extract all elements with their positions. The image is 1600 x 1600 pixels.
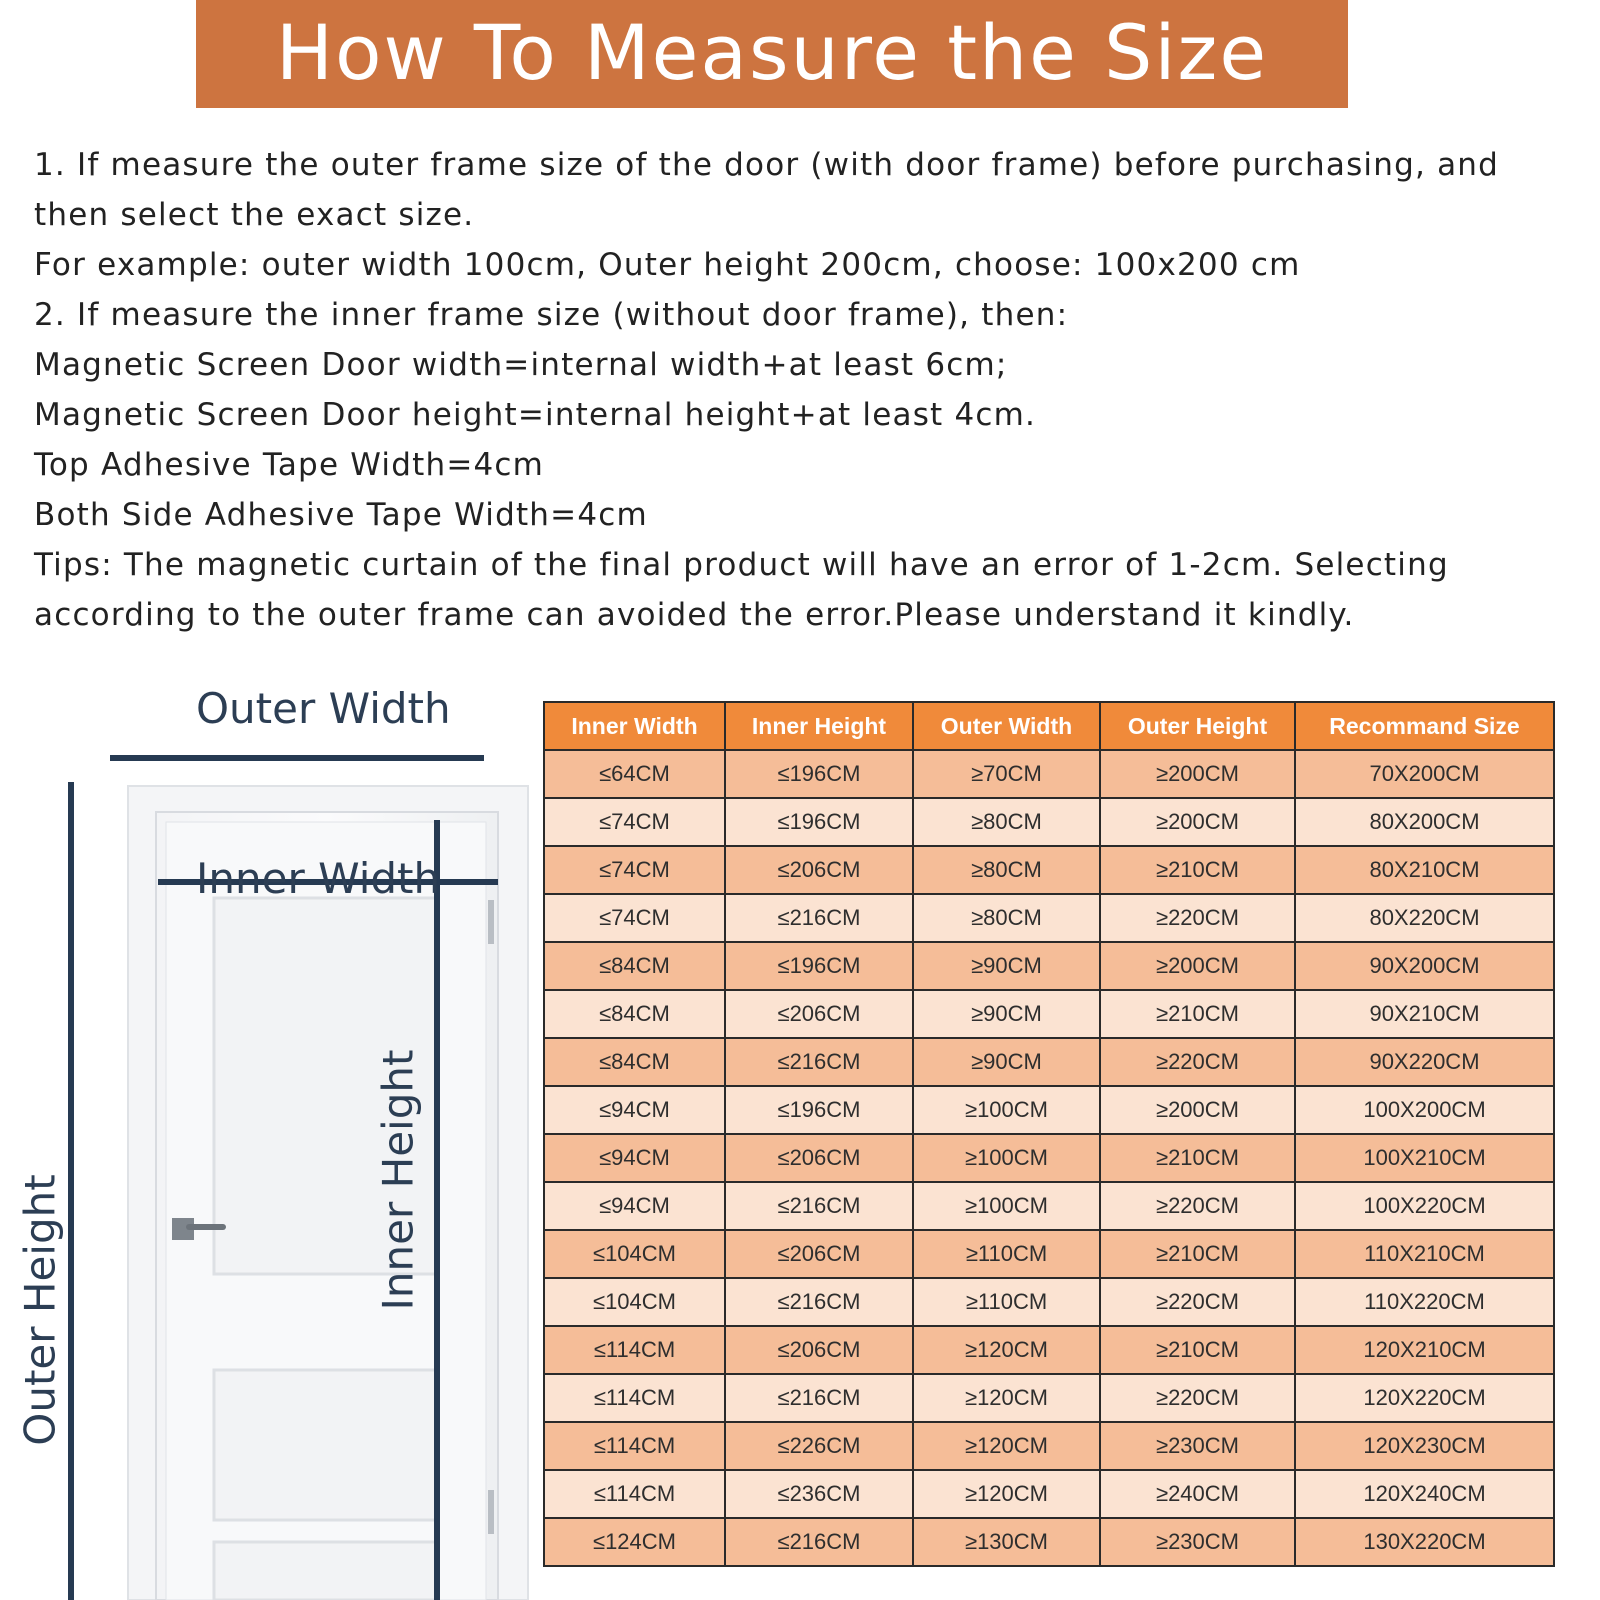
cell-inner-height: ≤216CM [725,1374,913,1422]
inner-height-label: Inner Height [373,1049,423,1311]
cell-inner-width: ≤104CM [544,1230,725,1278]
cell-inner-width: ≤74CM [544,894,725,942]
cell-outer-width: ≥120CM [913,1374,1100,1422]
cell-outer-height: ≥200CM [1100,1086,1295,1134]
cell-inner-height: ≤206CM [725,846,913,894]
table-row [544,1038,1554,1086]
cell-outer-height: ≥220CM [1100,1182,1295,1230]
header-recommand-size: Recommand Size [1295,702,1554,750]
instruction-line: 1. If measure the outer frame size of the door (with door frame) before purchasing, and [34,147,1499,183]
cell-outer-height: ≥200CM [1100,942,1295,990]
cell-inner-height: ≤206CM [725,1326,913,1374]
table-row [544,894,1554,942]
cell-outer-width: ≥120CM [913,1422,1100,1470]
cell-recommand-size: 100X200CM [1295,1086,1554,1134]
cell-inner-width: ≤84CM [544,942,725,990]
cell-outer-width: ≥70CM [913,750,1100,798]
cell-outer-height: ≥210CM [1100,1134,1295,1182]
cell-inner-height: ≤206CM [725,990,913,1038]
instruction-line: For example: outer width 100cm, Outer height 200cm, choose: 100x200 cm [34,247,1301,283]
cell-outer-height: ≥220CM [1100,1278,1295,1326]
cell-inner-width: ≤114CM [544,1422,725,1470]
cell-inner-height: ≤206CM [725,1134,913,1182]
outer-width-line [110,755,484,761]
cell-recommand-size: 80X200CM [1295,798,1554,846]
page-title: How To Measure the Size [275,8,1269,97]
table-row [544,750,1554,798]
cell-inner-height: ≤196CM [725,750,913,798]
cell-outer-width: ≥80CM [913,846,1100,894]
cell-outer-width: ≥80CM [913,894,1100,942]
instruction-line: according to the outer frame can avoided the error.Please understand it kindly. [34,597,1355,633]
cell-outer-width: ≥100CM [913,1182,1100,1230]
cell-recommand-size: 100X220CM [1295,1182,1554,1230]
cell-inner-width: ≤114CM [544,1326,725,1374]
cell-recommand-size: 130X220CM [1295,1518,1554,1566]
cell-outer-height: ≥210CM [1100,990,1295,1038]
cell-outer-height: ≥210CM [1100,846,1295,894]
cell-inner-width: ≤114CM [544,1374,725,1422]
table-row [544,846,1554,894]
header-inner-height: Inner Height [725,702,913,750]
cell-outer-width: ≥130CM [913,1518,1100,1566]
cell-inner-height: ≤216CM [725,1278,913,1326]
cell-inner-width: ≤104CM [544,1278,725,1326]
cell-recommand-size: 120X240CM [1295,1470,1554,1518]
cell-inner-height: ≤226CM [725,1422,913,1470]
cell-outer-height: ≥220CM [1100,1038,1295,1086]
table-row [544,1422,1554,1470]
cell-inner-height: ≤216CM [725,894,913,942]
table-row [544,942,1554,990]
cell-outer-width: ≥110CM [913,1230,1100,1278]
inner-height-line [434,820,440,1600]
cell-outer-height: ≥230CM [1100,1518,1295,1566]
cell-outer-width: ≥120CM [913,1326,1100,1374]
cell-inner-width: ≤84CM [544,1038,725,1086]
instruction-line: Top Adhesive Tape Width=4cm [34,447,545,483]
cell-recommand-size: 120X220CM [1295,1374,1554,1422]
cell-recommand-size: 100X210CM [1295,1134,1554,1182]
cell-inner-height: ≤216CM [725,1518,913,1566]
door-measurement-diagram [0,680,540,1600]
cell-outer-width: ≥90CM [913,990,1100,1038]
cell-inner-width: ≤94CM [544,1134,725,1182]
outer-height-label: Outer Height [15,1174,65,1446]
header-inner-width: Inner Width [544,702,725,750]
instruction-line: 2. If measure the inner frame size (without door frame), then: [34,297,1069,333]
instruction-line: Both Side Adhesive Tape Width=4cm [34,497,648,533]
outer-width-label: Outer Width [196,684,451,733]
cell-inner-width: ≤84CM [544,990,725,1038]
instruction-line: then select the exact size. [34,197,475,233]
table-row [544,1518,1554,1566]
header-outer-width: Outer Width [913,702,1100,750]
cell-recommand-size: 90X210CM [1295,990,1554,1038]
cell-recommand-size: 120X210CM [1295,1326,1554,1374]
cell-recommand-size: 90X200CM [1295,942,1554,990]
cell-recommand-size: 110X220CM [1295,1278,1554,1326]
door-illustration [0,680,540,1600]
cell-outer-height: ≥230CM [1100,1422,1295,1470]
cell-inner-width: ≤74CM [544,798,725,846]
instruction-line: Magnetic Screen Door width=internal width+at least 6cm; [34,347,1008,383]
cell-outer-width: ≥90CM [913,1038,1100,1086]
size-chart-table [543,701,1555,1567]
cell-inner-height: ≤236CM [725,1470,913,1518]
outer-height-line [68,782,74,1600]
cell-inner-height: ≤216CM [725,1038,913,1086]
table-header-row [544,702,1554,750]
cell-inner-width: ≤74CM [544,846,725,894]
cell-inner-height: ≤196CM [725,942,913,990]
cell-outer-width: ≥90CM [913,942,1100,990]
cell-inner-width: ≤114CM [544,1470,725,1518]
cell-outer-width: ≥110CM [913,1278,1100,1326]
cell-inner-height: ≤196CM [725,798,913,846]
table-row [544,1470,1554,1518]
cell-outer-height: ≥220CM [1100,894,1295,942]
table-row [544,1278,1554,1326]
table-row [544,1182,1554,1230]
instructions-text [34,140,1574,640]
table-row [544,990,1554,1038]
cell-recommand-size: 110X210CM [1295,1230,1554,1278]
cell-inner-width: ≤94CM [544,1086,725,1134]
table-row [544,1134,1554,1182]
cell-inner-height: ≤196CM [725,1086,913,1134]
cell-outer-height: ≥220CM [1100,1374,1295,1422]
cell-inner-width: ≤64CM [544,750,725,798]
cell-outer-height: ≥200CM [1100,750,1295,798]
cell-outer-height: ≥210CM [1100,1326,1295,1374]
cell-recommand-size: 80X210CM [1295,846,1554,894]
cell-outer-width: ≥120CM [913,1470,1100,1518]
cell-outer-width: ≥80CM [913,798,1100,846]
cell-recommand-size: 70X200CM [1295,750,1554,798]
page-title-banner [196,0,1348,108]
cell-recommand-size: 120X230CM [1295,1422,1554,1470]
instruction-line: Tips: The magnetic curtain of the final product will have an error of 1-2cm. Selecting [34,547,1449,583]
table-row [544,1230,1554,1278]
cell-outer-width: ≥100CM [913,1134,1100,1182]
cell-inner-height: ≤216CM [725,1182,913,1230]
header-outer-height: Outer Height [1100,702,1295,750]
cell-outer-height: ≥210CM [1100,1230,1295,1278]
table-row [544,798,1554,846]
cell-outer-height: ≥240CM [1100,1470,1295,1518]
cell-recommand-size: 90X220CM [1295,1038,1554,1086]
inner-width-label: Inner Width [196,854,441,903]
cell-outer-height: ≥200CM [1100,798,1295,846]
table-row [544,1326,1554,1374]
instruction-line: Magnetic Screen Door height=internal height+at least 4cm. [34,397,1037,433]
cell-recommand-size: 80X220CM [1295,894,1554,942]
table-row [544,1374,1554,1422]
cell-inner-width: ≤94CM [544,1182,725,1230]
cell-outer-width: ≥100CM [913,1086,1100,1134]
table-row [544,1086,1554,1134]
cell-inner-width: ≤124CM [544,1518,725,1566]
cell-inner-height: ≤206CM [725,1230,913,1278]
